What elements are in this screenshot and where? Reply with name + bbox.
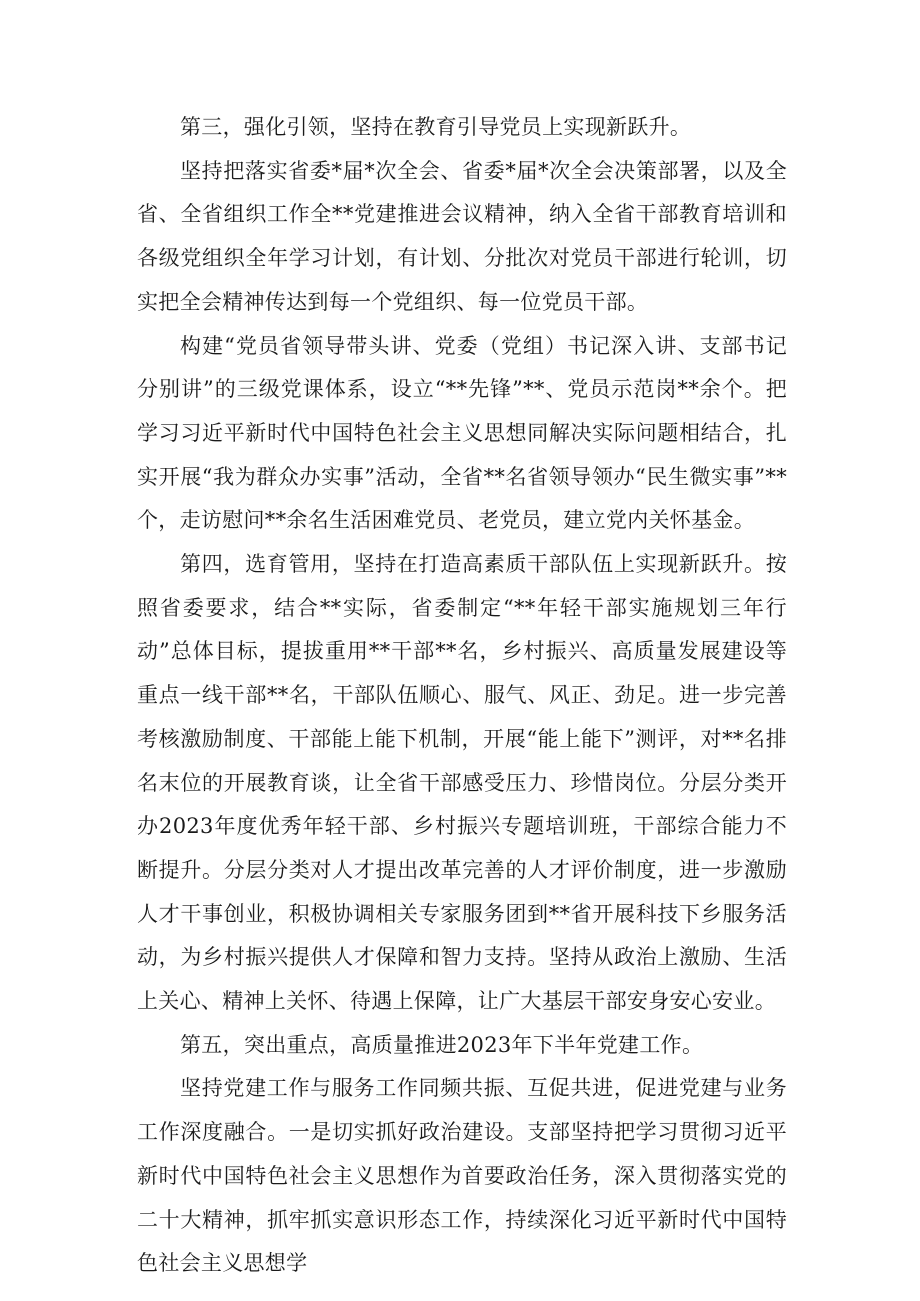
paragraph-section-five-heading: 第五，突出重点，高质量推进2023年下半年党建工作。 bbox=[180, 1032, 704, 1057]
document-body bbox=[137, 106, 787, 1286]
paragraph-section-four-cadres: 第四，选育管用，坚持在打造高素质干部队伍上实现新跃升。按照省委要求，结合**实际，省委制定“**年轻干部实施规划三年行动”总体目标，提拔重用**干部**名，乡村振兴、高质量发展建设等重点一线干部**名，干部队伍顺心、服气、风正、劲足。进一步完善考核激励制度、干部能上能下机制，开展“能上能下”测评，对**名排名末位的开展教育谈，让全省干部感受压力、珍惜岗位。分层分类开办2023年度优秀年轻干部、乡村振兴专题培训班，干部综合能力不断提升。分层分类对人才提出改革完善的人才评价制度，进一步激励人才干事创业，积极协调相关专家服务团到**省开展科技下乡服务活动，为乡村振兴提供人才保障和智力支持。坚持从政治上激励、生活上关心、精神上关怀、待遇上保障，让广大基层干部安身安心安业。 bbox=[137, 552, 787, 1014]
paragraph-party-lecture-system: 构建“党员省领导带头讲、党委（党组）书记深入讲、支部书记分别讲”的三级党课体系，设立“**先锋”**、党员示范岗**余个。把学习习近平新时代中国特色社会主义思想同解决实际问题相结合，扎实开展“我为群众办实事”活动，全省**名省领导领办“民生微实事”**个，走访慰问**余名生活困难党员、老党员，建立党内关怀基金。 bbox=[137, 333, 787, 533]
paragraph-section-three-heading: 第三，强化引领，坚持在教育引导党员上实现新跃升。 bbox=[180, 115, 692, 139]
paragraph-plenary-implementation: 坚持把落实省委*届*次全会、省委*届*次全会决策部署，以及全省、全省组织工作全**党建推进会议精神，纳入全省干部教育培训和各级党组织全年学习计划，有计划、分批次对党员干部进行轮训，切实把全会精神传达到每一个党组织、每一位党员干部。 bbox=[137, 158, 787, 314]
paragraph-party-building-integration: 坚持党建工作与服务工作同频共振、互促共进，促进党建与业务工作深度融合。一是切实抓好政治建设。支部坚持把学习贯彻习近平新时代中国特色社会主义思想作为首要政治任务，深入贯彻落实党的二十大精神，抓牢抓实意识形态工作，持续深化习近平新时代中国特色社会主义思想学 bbox=[137, 1076, 787, 1276]
